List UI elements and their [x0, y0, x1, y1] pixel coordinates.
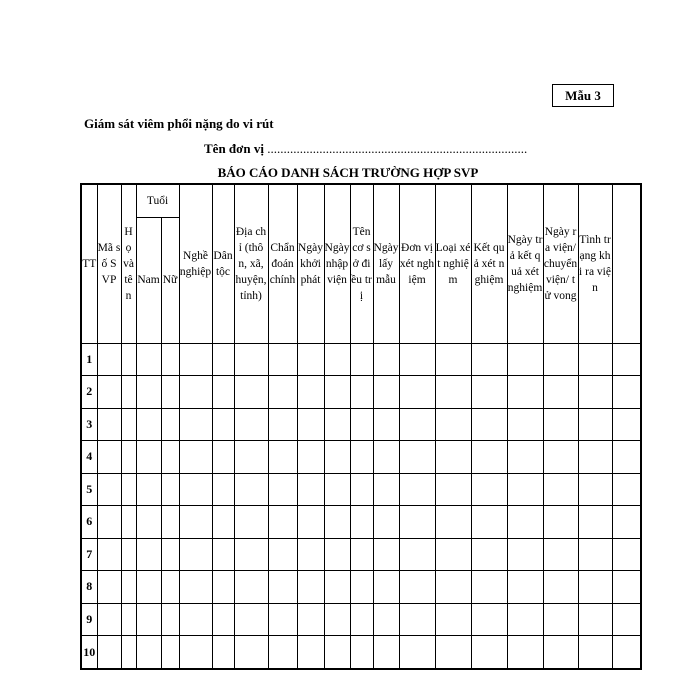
table-cell[interactable] [212, 571, 234, 604]
table-cell[interactable] [161, 473, 179, 506]
table-cell[interactable] [268, 506, 297, 539]
table-cell[interactable] [507, 441, 543, 474]
table-cell[interactable] [350, 441, 373, 474]
table-cell[interactable] [435, 408, 471, 441]
form-code-badge: Mẫu 3 [552, 84, 614, 107]
table-cell[interactable] [268, 636, 297, 670]
surveillance-title: Giám sát viêm phổi nặng do vi rút [84, 116, 274, 131]
table-cell[interactable] [471, 343, 507, 376]
table-cell[interactable] [161, 538, 179, 571]
table-cell[interactable] [507, 343, 543, 376]
header-loai-xet-nghiem: Loại xét nghiệm [435, 184, 471, 343]
table-cell[interactable] [234, 506, 268, 539]
table-cell[interactable] [121, 636, 136, 670]
table-row [81, 441, 641, 474]
table-cell[interactable] [507, 636, 543, 670]
table-cell[interactable] [97, 343, 121, 376]
table-cell[interactable] [212, 603, 234, 636]
unit-line [204, 141, 527, 157]
table-cell[interactable] [373, 441, 399, 474]
header-tinh-trang: Tình trạng khi ra viện [578, 184, 612, 343]
table-cell[interactable] [543, 571, 578, 604]
table-cell[interactable] [350, 571, 373, 604]
row-number: 7 [81, 538, 97, 571]
row-number: 10 [81, 636, 97, 670]
table-cell[interactable] [234, 473, 268, 506]
table-cell[interactable] [97, 376, 121, 409]
header-ma-so-svp: Mã số SVP [97, 184, 121, 343]
table-row [81, 343, 641, 376]
table-cell[interactable] [612, 376, 641, 409]
header-row-top [81, 184, 641, 217]
table-cell[interactable] [543, 343, 578, 376]
table-cell[interactable] [179, 538, 212, 571]
table-cell[interactable] [268, 408, 297, 441]
table-cell[interactable] [471, 571, 507, 604]
table-cell[interactable] [324, 376, 350, 409]
table-cell[interactable] [161, 603, 179, 636]
table-cell[interactable] [324, 636, 350, 670]
header-tuoi: Tuổi [136, 184, 179, 217]
table-cell[interactable] [136, 603, 161, 636]
table-cell[interactable] [121, 506, 136, 539]
table-cell[interactable] [471, 636, 507, 670]
row-number: 4 [81, 441, 97, 474]
table-cell[interactable] [212, 636, 234, 670]
table-cell[interactable] [136, 538, 161, 571]
table-cell[interactable] [234, 538, 268, 571]
table-cell[interactable] [268, 343, 297, 376]
unit-label: Tên đơn vị [204, 141, 264, 156]
table-cell[interactable] [212, 376, 234, 409]
table-cell[interactable] [161, 343, 179, 376]
table-cell[interactable] [373, 571, 399, 604]
table-cell[interactable] [268, 538, 297, 571]
table-cell[interactable] [543, 506, 578, 539]
table-cell[interactable] [179, 441, 212, 474]
unit-fill-line: ................................................................................ [267, 141, 528, 156]
header-ngay-tra-ket-qua: Ngày trả kết quả xét nghiệm [507, 184, 543, 343]
table-cell[interactable] [435, 636, 471, 670]
table-cell[interactable] [234, 441, 268, 474]
header-ket-qua-xet-nghiem: Kết quả xét nghiệm [471, 184, 507, 343]
table-cell[interactable] [136, 473, 161, 506]
table-cell[interactable] [543, 441, 578, 474]
table-row [81, 538, 641, 571]
header-ngay-khoi-phat: Ngày khởi phát [297, 184, 324, 343]
table-cell[interactable] [543, 376, 578, 409]
table-cell[interactable] [179, 408, 212, 441]
table-cell[interactable] [471, 473, 507, 506]
table-cell[interactable] [268, 571, 297, 604]
table-cell[interactable] [324, 571, 350, 604]
table-cell[interactable] [350, 408, 373, 441]
table-cell[interactable] [212, 343, 234, 376]
table-cell[interactable] [121, 376, 136, 409]
report-title: BÁO CÁO DANH SÁCH TRƯỜNG HỢP SVP [217, 165, 479, 180]
table-cell[interactable] [578, 506, 612, 539]
table-cell[interactable] [234, 636, 268, 670]
header-nghe-nghiep: Nghề nghiệp [179, 184, 212, 343]
table-cell[interactable] [399, 603, 435, 636]
table-row [81, 506, 641, 539]
table-cell[interactable] [234, 408, 268, 441]
table-cell[interactable] [373, 603, 399, 636]
table-cell[interactable] [612, 603, 641, 636]
table-cell[interactable] [471, 603, 507, 636]
table-row [81, 473, 641, 506]
table-cell[interactable] [399, 506, 435, 539]
table-cell[interactable] [507, 603, 543, 636]
header-don-vi-xet-nghiem: Đơn vị xét nghiệm [399, 184, 435, 343]
table-cell[interactable] [373, 506, 399, 539]
table-cell[interactable] [612, 538, 641, 571]
table-cell[interactable] [578, 571, 612, 604]
table-cell[interactable] [578, 441, 612, 474]
table-cell[interactable] [399, 441, 435, 474]
table-cell[interactable] [435, 571, 471, 604]
table-cell[interactable] [435, 376, 471, 409]
table-cell[interactable] [324, 343, 350, 376]
table-row [81, 603, 641, 636]
table-cell[interactable] [399, 408, 435, 441]
table-cell[interactable] [97, 506, 121, 539]
table-cell[interactable] [435, 603, 471, 636]
row-number: 8 [81, 571, 97, 604]
header-dia-chi: Địa chỉ (thôn, xã, huyện, tỉnh) [234, 184, 268, 343]
table-cell[interactable] [234, 571, 268, 604]
table-cell[interactable] [136, 376, 161, 409]
table-cell[interactable] [297, 636, 324, 670]
table-cell[interactable] [234, 603, 268, 636]
table-cell[interactable] [543, 636, 578, 670]
table-cell[interactable] [612, 636, 641, 670]
table-cell[interactable] [350, 636, 373, 670]
table-cell[interactable] [435, 506, 471, 539]
table-cell[interactable] [471, 441, 507, 474]
table-cell[interactable] [268, 376, 297, 409]
table-cell[interactable] [121, 343, 136, 376]
case-list-table [80, 183, 642, 670]
table-cell[interactable] [234, 343, 268, 376]
row-number: 6 [81, 506, 97, 539]
table-row [81, 571, 641, 604]
table-cell[interactable] [297, 506, 324, 539]
table-cell[interactable] [297, 343, 324, 376]
table-cell[interactable] [161, 636, 179, 670]
table-cell[interactable] [543, 538, 578, 571]
table-cell[interactable] [297, 376, 324, 409]
table-cell[interactable] [97, 603, 121, 636]
table-cell[interactable] [399, 376, 435, 409]
table-cell[interactable] [350, 603, 373, 636]
table-cell[interactable] [234, 376, 268, 409]
header-chan-doan: Chẩn đoán chính [268, 184, 297, 343]
table-cell[interactable] [179, 603, 212, 636]
table-cell[interactable] [179, 473, 212, 506]
table-cell[interactable] [399, 636, 435, 670]
header-nu: Nữ [161, 217, 179, 343]
table-body [81, 343, 641, 669]
table-cell[interactable] [612, 506, 641, 539]
row-number: 9 [81, 603, 97, 636]
table-cell[interactable] [136, 636, 161, 670]
table-cell[interactable] [507, 538, 543, 571]
table-cell[interactable] [435, 441, 471, 474]
header-ten-co-so-dieu-tri: Tên cơ sở điều trị [350, 184, 373, 343]
table-cell[interactable] [121, 441, 136, 474]
table-cell[interactable] [179, 343, 212, 376]
table-cell[interactable] [179, 376, 212, 409]
table-cell[interactable] [97, 441, 121, 474]
table-cell[interactable] [161, 571, 179, 604]
table-cell[interactable] [435, 473, 471, 506]
table-cell[interactable] [350, 538, 373, 571]
table-cell[interactable] [268, 473, 297, 506]
table-cell[interactable] [97, 538, 121, 571]
table-cell[interactable] [121, 571, 136, 604]
table-cell[interactable] [161, 376, 179, 409]
table-cell[interactable] [399, 538, 435, 571]
table-cell[interactable] [121, 603, 136, 636]
table-cell[interactable] [97, 636, 121, 670]
table-cell[interactable] [612, 408, 641, 441]
table-cell[interactable] [373, 343, 399, 376]
header-tt: TT [81, 184, 97, 343]
table-cell[interactable] [373, 636, 399, 670]
table-cell[interactable] [179, 506, 212, 539]
table-cell[interactable] [161, 408, 179, 441]
table-cell[interactable] [161, 506, 179, 539]
table-cell[interactable] [350, 343, 373, 376]
table-cell[interactable] [507, 376, 543, 409]
table-cell[interactable] [399, 571, 435, 604]
table-cell[interactable] [297, 571, 324, 604]
table-cell[interactable] [212, 473, 234, 506]
table-cell[interactable] [212, 441, 234, 474]
table-cell[interactable] [297, 603, 324, 636]
table-cell[interactable] [136, 408, 161, 441]
table-row [81, 408, 641, 441]
table-cell[interactable] [121, 538, 136, 571]
table-cell[interactable] [350, 506, 373, 539]
table-cell[interactable] [268, 603, 297, 636]
table-cell[interactable] [350, 376, 373, 409]
row-number: 1 [81, 343, 97, 376]
header-ho-va-ten: Họ và tên [121, 184, 136, 343]
table-cell[interactable] [161, 441, 179, 474]
table-cell[interactable] [179, 571, 212, 604]
table-cell[interactable] [612, 571, 641, 604]
table-cell[interactable] [578, 603, 612, 636]
table-cell[interactable] [324, 473, 350, 506]
row-number: 3 [81, 408, 97, 441]
table-cell[interactable] [324, 408, 350, 441]
table-cell[interactable] [543, 473, 578, 506]
table-cell[interactable] [543, 603, 578, 636]
table-cell[interactable] [578, 636, 612, 670]
table-cell[interactable] [612, 343, 641, 376]
table-cell[interactable] [612, 473, 641, 506]
table-cell[interactable] [136, 506, 161, 539]
table-cell[interactable] [212, 408, 234, 441]
table-cell[interactable] [507, 473, 543, 506]
table-cell[interactable] [612, 441, 641, 474]
table-cell[interactable] [471, 376, 507, 409]
table-cell[interactable] [297, 538, 324, 571]
table-cell[interactable] [324, 506, 350, 539]
table-cell[interactable] [136, 441, 161, 474]
table-cell[interactable] [373, 473, 399, 506]
table-cell[interactable] [121, 473, 136, 506]
table-cell[interactable] [578, 538, 612, 571]
row-number: 2 [81, 376, 97, 409]
table-cell[interactable] [507, 408, 543, 441]
header-ngay-nhap-vien: Ngày nhập viện [324, 184, 350, 343]
table-cell[interactable] [297, 441, 324, 474]
table-cell[interactable] [268, 441, 297, 474]
table-cell[interactable] [324, 441, 350, 474]
table-cell[interactable] [578, 473, 612, 506]
table-cell[interactable] [399, 343, 435, 376]
table-cell[interactable] [97, 408, 121, 441]
table-cell[interactable] [350, 473, 373, 506]
table-row [81, 636, 641, 670]
table-cell[interactable] [471, 538, 507, 571]
table-cell[interactable] [435, 343, 471, 376]
table-cell[interactable] [507, 506, 543, 539]
table-cell[interactable] [212, 506, 234, 539]
row-number: 5 [81, 473, 97, 506]
table-cell[interactable] [543, 408, 578, 441]
table-cell[interactable] [373, 376, 399, 409]
table-cell[interactable] [212, 538, 234, 571]
table-cell[interactable] [179, 636, 212, 670]
table-cell[interactable] [471, 506, 507, 539]
table-cell[interactable] [297, 408, 324, 441]
table-cell[interactable] [578, 376, 612, 409]
table-cell[interactable] [578, 408, 612, 441]
table-cell[interactable] [97, 473, 121, 506]
table-cell[interactable] [324, 538, 350, 571]
table-cell[interactable] [97, 571, 121, 604]
table-cell[interactable] [399, 473, 435, 506]
table-row [81, 376, 641, 409]
table-cell[interactable] [471, 408, 507, 441]
header-nam: Nam [136, 217, 161, 343]
table-cell[interactable] [578, 343, 612, 376]
table-cell[interactable] [121, 408, 136, 441]
table-cell[interactable] [435, 538, 471, 571]
header-ngay-ra-vien: Ngày ra viện/ chuyển viện/ tử vong [543, 184, 578, 343]
table-cell[interactable] [136, 343, 161, 376]
table-cell[interactable] [373, 408, 399, 441]
header-dan-toc: Dân tộc [212, 184, 234, 343]
table-cell[interactable] [373, 538, 399, 571]
table-cell[interactable] [324, 603, 350, 636]
table-cell[interactable] [507, 571, 543, 604]
header-ngay-lay-mau: Ngày lấy mẫu [373, 184, 399, 343]
table-cell[interactable] [297, 473, 324, 506]
table-cell[interactable] [136, 571, 161, 604]
